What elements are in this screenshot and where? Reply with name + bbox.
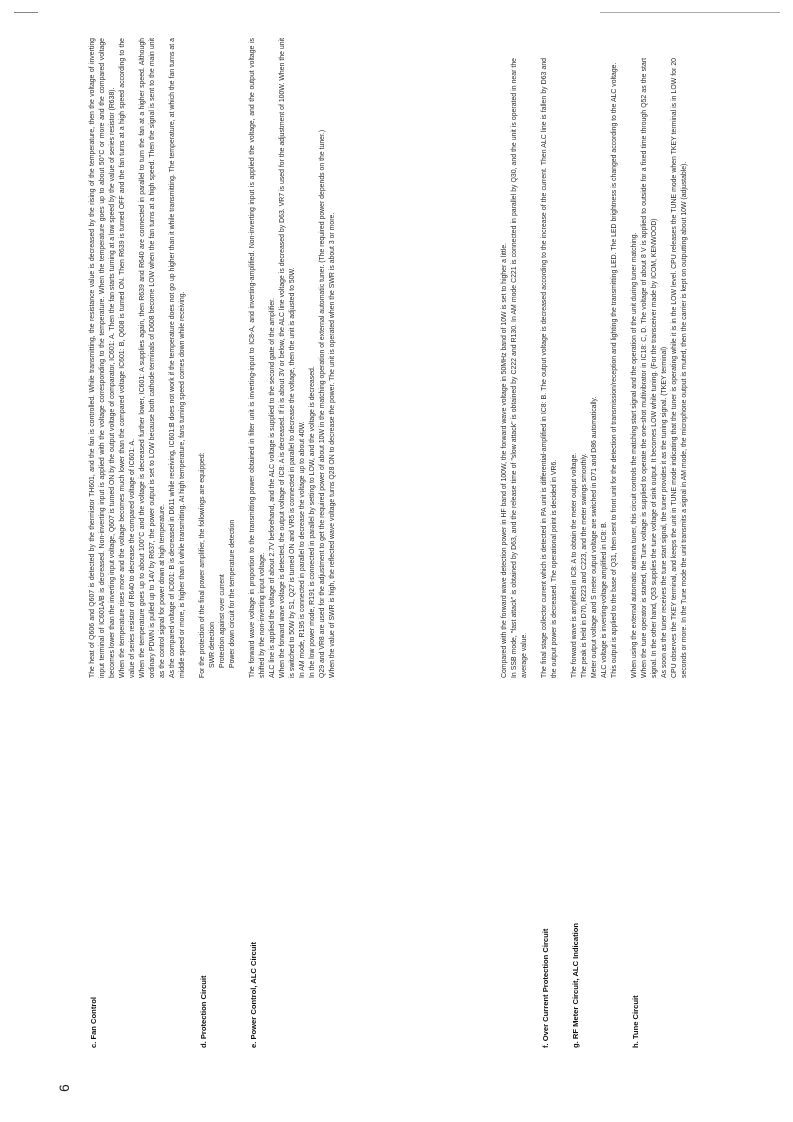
paragraph: The peak is held in D70, R223 and C223, and the meter swings smoothly. — [581, 453, 588, 678]
paragraph: In SSB mode, "fast attack" is obtained by D63, and the release time of "slow attack" is obtained by C222 and R130. In AM mode C221 is connected in parallel by Q30, and the unit is operated in near the average value. — [511, 58, 528, 678]
page-number: 6 — [56, 1084, 72, 1092]
list-item: SWR detection — [209, 622, 216, 668]
section-body — [630, 58, 690, 678]
section-heading-empty — [500, 678, 530, 1048]
scan-speck — [600, 12, 780, 13]
paragraph: The heat of Q606 and Q607 is detected by the thermistor TH601, and the fan is controlled. While transmitting, the resistance value is decreased by the rising of the temperature, then the voltage of inverting input terminal of IC601A/B is decreased. Non-inverting input is applied with the voltage corresponding to the temperature. When the temperature goes up to about 50°C or more and the compared voltage becomes lower than the inverting input voltage, Q607 is turned ON by the output voltage of comparator, IC601: A. Then the fan starts turning at a low speed by the value of series resistor (R638). — [89, 38, 116, 678]
paragraph: CPU observes the TKEY terminal, and keeps the unit in TUNE mode indicating that the tuner is operating while it is in the LOW level. CPU releases the TUNE mode when TKEY terminal is in LOW for 20 seconds or more. In the Tune mode the unit transmits a signal in AM mode, the microphone output is muted, then the carrier is kept on outputting about 10W (adjustable). — [671, 58, 688, 678]
section-body — [500, 58, 530, 678]
paragraph: ALC line is applied the voltage of about 2.7V beforehand, and the ALC voltage is supplied to the second gate of the amplifier. — [269, 297, 276, 678]
list-item: Protection against over current — [219, 574, 226, 668]
paragraph: The forward wave is amplified in IC8: A to obtain the meter output voltage. — [571, 452, 578, 678]
section-body — [198, 38, 238, 678]
section-protection-circuit — [198, 38, 238, 1048]
section-fan-control — [88, 38, 188, 1048]
paragraph: The forward wave voltage in proportion to the transmitting power obtained in filter unit is inverting-input to IC8-A, and inverting-amplified. Non-inverting input is applied the voltage, and the output voltage is shifted by the non-inverting input voltage. — [249, 38, 266, 678]
paragraph: For the protection of the final power amplifier, the followings are equipped: — [199, 452, 206, 678]
protection-list — [208, 38, 238, 678]
paragraph: This output is applied to the base of Q31, then sent to front unit for the detection of transmission/reception and lighting the transmitting LED. The LED brightness is changed according to the ALC voltage. — [611, 62, 618, 678]
paragraph: When the temperature goes up to about 100°C and the voltage is decreased further lower, IC601: A supplies again, then R639 and R640 are connected in parallel to turn the fan at a higher speed. Although ordinary PDWN is pulled up to 14V by R637, the power output is set to LOW because both cathode terminals of D608 become LOW when the fan turns at a high speed. Then the signal is sent to the main unit as the control signal for power down at high temperature. — [139, 38, 166, 678]
left-column — [88, 38, 348, 1048]
section-body — [248, 38, 338, 678]
section-heading: c. Fan Control — [89, 996, 98, 1048]
paragraph: Meter output voltage and S meter output voltage are switched in D71 and D86 automatically. — [591, 396, 598, 678]
section-tune-circuit — [630, 58, 690, 1048]
paragraph: As soon as the tuner receives the tune start signal, the tuner provides it as the tuning signal. (TKEY terminal) — [661, 346, 668, 678]
paragraph: Compared with the forward wave detection power in HF band of 100W, the forward wave voltage in 50MHz band of 10W is set to higher a little. — [501, 242, 508, 678]
section-over-current-protection — [540, 58, 560, 1048]
section-rf-meter-alc-indication — [570, 58, 620, 1048]
section-heading: d. Protection Circuit — [199, 975, 208, 1048]
section-alc-continued — [500, 58, 530, 1048]
paragraph: Q29 and VR8 are used for the adjustment to get the required power of about 10W in the matching operation of external automatic tuner. (The required power depends on the tuner.) — [319, 129, 326, 678]
paragraph: ALC voltage is inverting-voltage amplified in IC8: B. — [601, 521, 608, 678]
list-item: Power down circuit for the temperature detection — [229, 519, 236, 668]
paragraph: The final stage collector current which is detected in PA unit is differential-amplified in IC8: B. The output voltage is decreased according to the increase of the current. Then ALC line is fallen by D63 and the output power is decreased. The operational point is decided in VR6. — [541, 58, 558, 678]
section-heading: f. Over Current Protection Circuit — [541, 928, 550, 1048]
paragraph: As the compared voltage of IC601: B is decreased in D611 while receiving, IC601:B does not work if the temperature does not go up higher than it while transmitting. The temperature, at which the fan turns at a middle speed or more, is higher than it while transmitting. At high temperature, fans turning speed comes down while receiving. — [169, 38, 186, 678]
section-body — [570, 58, 620, 678]
section-heading: e. Power Control, ALC Circuit — [249, 941, 258, 1048]
section-body — [540, 58, 560, 678]
paragraph: In the low power mode, R191 is connected in parallel by setting to LOW, and the voltage is decreased. — [309, 366, 316, 678]
paragraph: In AM mode, R195 is connected in parallel to decrease the voltage up to about 40W. — [299, 421, 306, 678]
right-column — [500, 58, 700, 1048]
paragraph: When using the external automatic antenna tuner, this circuit controls the matching start signal and the operation of the unit during tuner matching. — [631, 232, 638, 678]
section-body — [88, 38, 188, 678]
paragraph: When the forward wave voltage is detected, the output voltage of IC8: A is decreased. If it is about 3V or below, the ALC line voltage is decreased by D63. VR7 is used for the adjustment of 100W. When the unit is switched to 50W by S1, Q27 is turned ON and VR5 is connected in parallel to decrease the voltage, then the unit is adjusted to 50W. — [279, 38, 296, 678]
scan-speck — [14, 12, 38, 13]
paragraph: When the temperature rises more and the voltage becomes much lower than the compared voltage IC601: B, Q608 is turned ON. Then R639 is turned OFF and the fan turns at a high speed according to the value of series resistor of R640 to decrease the compared voltage of IC601: A. — [119, 38, 136, 678]
section-power-control-alc — [248, 38, 338, 1048]
section-heading: h. Tune Circuit — [631, 995, 640, 1048]
section-heading: g. RF Meter Circuit, ALC Indication — [571, 922, 580, 1048]
paragraph: When the tune operator is started, the Tune voltage is supplied to operate the one-shot multivibrator in IC18: C, D. The voltage of about 8 V is applied to outside for a fixed time through Q52 as the start signal. In the other hand, Q53 supplies the tune voltage of sink output. It becomes LOW while tuning. (For the transceiver made by ICOM, KENWOOD) — [641, 58, 658, 678]
paragraph: When the value of SWR is high, the reflected wave voltage turns Q28 ON to decrease the power. The unit is operated when the SWR is about 3 or more. — [329, 212, 336, 678]
